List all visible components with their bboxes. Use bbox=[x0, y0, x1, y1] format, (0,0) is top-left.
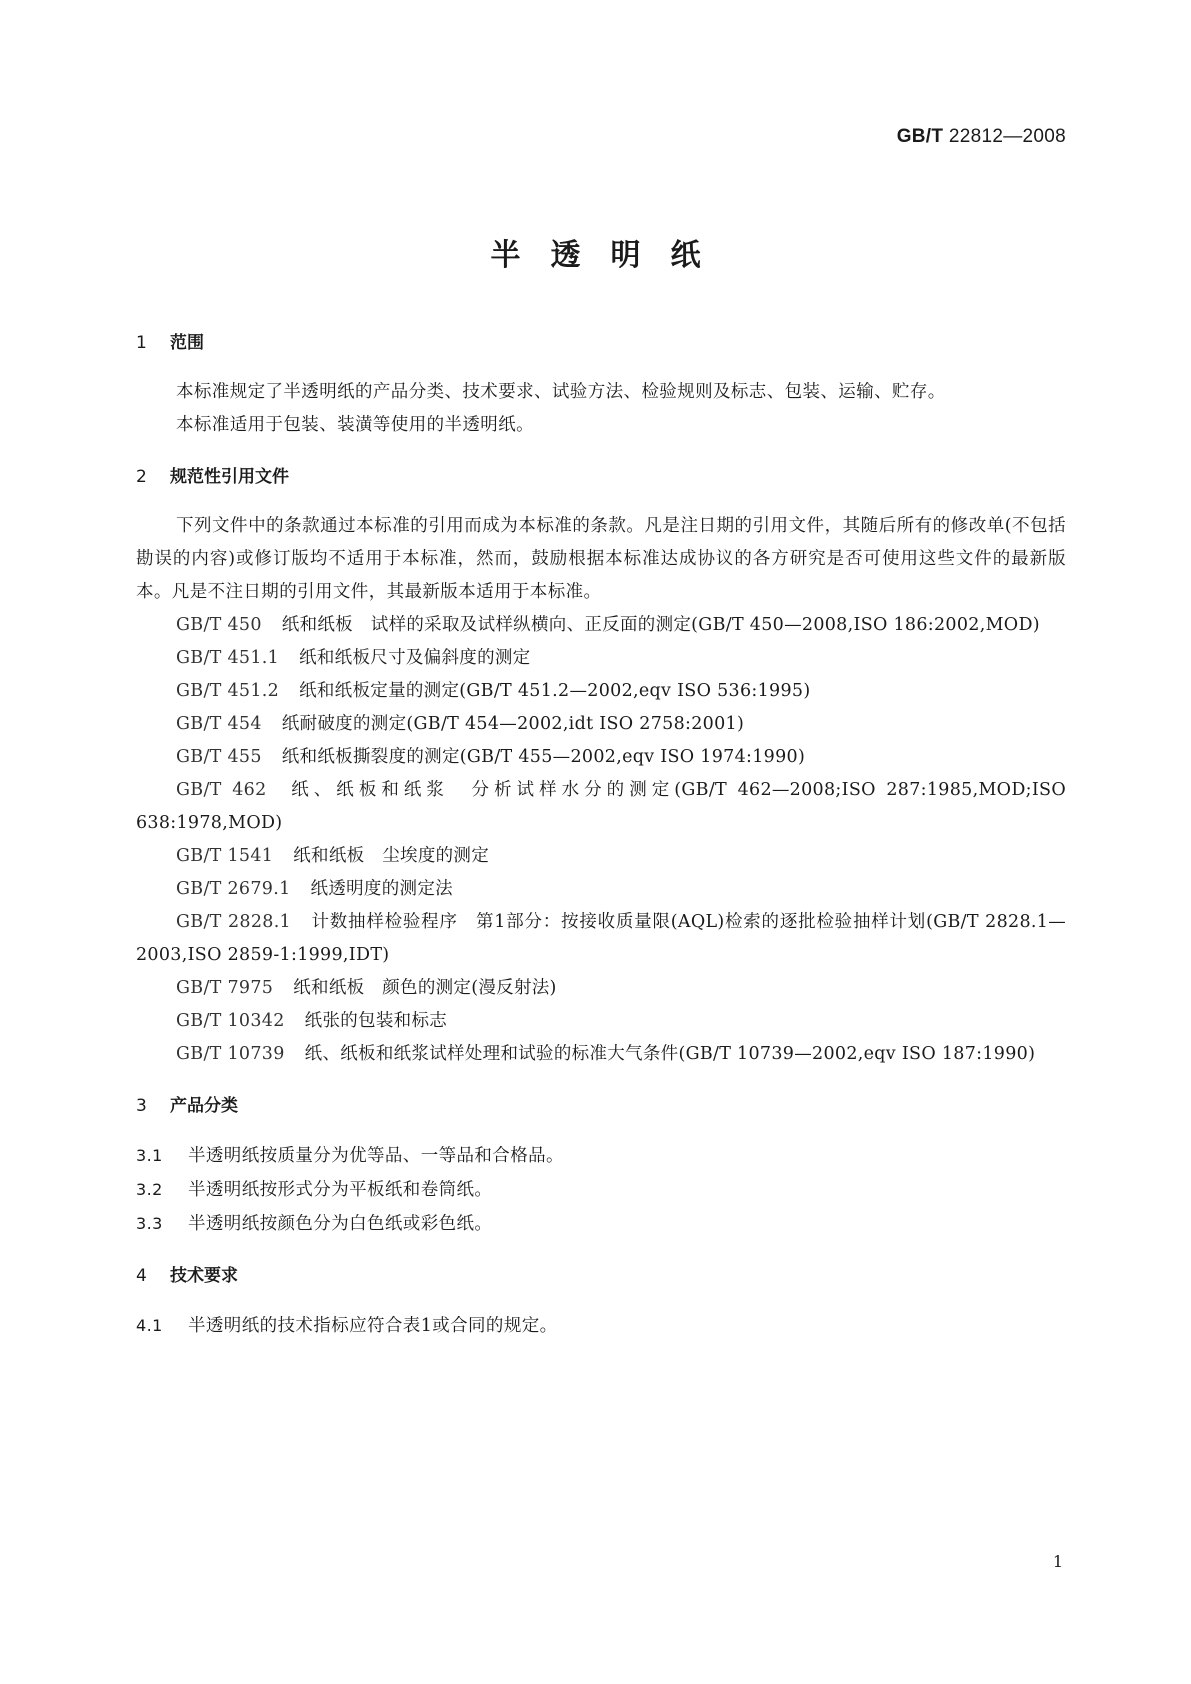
reference-item bbox=[136, 642, 1066, 675]
clause-number: 4.1 bbox=[136, 1316, 163, 1335]
page-number: 1 bbox=[1052, 1552, 1063, 1571]
clause bbox=[136, 1207, 1066, 1241]
reference-item bbox=[136, 972, 1066, 1005]
clause bbox=[136, 1309, 1066, 1343]
section-heading-normative-references bbox=[136, 462, 1066, 492]
reference-text: 纸和纸板定量的测定(GB/T 451.2—2002,eqv ISO 536:1995) bbox=[299, 681, 811, 701]
reference-item bbox=[136, 675, 1066, 708]
document-title: 半透明纸 bbox=[490, 238, 731, 273]
clause bbox=[136, 1139, 1066, 1173]
standard-number bbox=[897, 126, 1066, 148]
reference-code: GB/T 10739 bbox=[176, 1044, 285, 1064]
clause-number: 3.3 bbox=[136, 1214, 163, 1233]
reference-code: GB/T 462 bbox=[176, 780, 267, 800]
section-title: 规范性引用文件 bbox=[170, 467, 289, 487]
standard-code: 22812—2008 bbox=[948, 126, 1066, 147]
reference-text: 纸和纸板撕裂度的测定(GB/T 455—2002,eqv ISO 1974:1990) bbox=[281, 747, 806, 767]
section-number: 1 bbox=[136, 333, 147, 353]
reference-code: GB/T 1541 bbox=[176, 846, 274, 866]
reference-text: 计数抽样检验程序 第1部分：按接收质量限(AQL)检索的逐批检验抽样计划(GB/T 2828.1—2003,ISO 2859-1:1999,IDT) bbox=[136, 912, 1067, 965]
reference-item bbox=[136, 1038, 1066, 1071]
section-heading-product-classification bbox=[136, 1091, 1066, 1121]
clause-text: 半透明纸按颜色分为白色纸或彩色纸。 bbox=[188, 1214, 493, 1234]
reference-code: GB/T 7975 bbox=[176, 978, 274, 998]
section-heading-scope bbox=[136, 328, 1066, 358]
section-title: 范围 bbox=[170, 333, 204, 353]
section-heading-technical-requirements bbox=[136, 1261, 1066, 1291]
section-number: 2 bbox=[136, 467, 147, 487]
standard-prefix: GB/T bbox=[896, 126, 944, 147]
reference-text: 纸和纸板 尘埃度的测定 bbox=[293, 846, 490, 866]
reference-code: GB/T 2679.1 bbox=[176, 879, 291, 899]
reference-item bbox=[136, 741, 1066, 774]
reference-text: 纸耐破度的测定(GB/T 454—2002,idt ISO 2758:2001) bbox=[281, 714, 745, 734]
reference-item bbox=[136, 840, 1066, 873]
clause bbox=[136, 1173, 1066, 1207]
clause-text: 半透明纸按形式分为平板纸和卷筒纸。 bbox=[188, 1180, 493, 1200]
reference-item bbox=[136, 774, 1066, 840]
clause-text: 半透明纸按质量分为优等品、一等品和合格品。 bbox=[188, 1146, 564, 1166]
reference-text: 纸和纸板尺寸及偏斜度的测定 bbox=[299, 648, 531, 668]
section-number: 3 bbox=[136, 1096, 147, 1116]
reference-item bbox=[136, 906, 1066, 972]
reference-code: GB/T 450 bbox=[176, 615, 262, 635]
reference-item bbox=[136, 708, 1066, 741]
paragraph: 本标准规定了半透明纸的产品分类、技术要求、试验方法、检验规则及标志、包装、运输、贮存。 bbox=[176, 382, 946, 402]
section-number: 4 bbox=[136, 1266, 147, 1286]
clause-number: 3.1 bbox=[136, 1146, 163, 1165]
section-title: 产品分类 bbox=[170, 1096, 238, 1116]
clause-text: 半透明纸的技术指标应符合表1或合同的规定。 bbox=[188, 1316, 558, 1336]
reference-item bbox=[136, 1005, 1066, 1038]
reference-code: GB/T 454 bbox=[176, 714, 262, 734]
clause-number: 3.2 bbox=[136, 1180, 163, 1199]
reference-text: 纸、纸板和纸浆试样处理和试验的标准大气条件(GB/T 10739—2002,eqv ISO 187:1990) bbox=[304, 1044, 1036, 1064]
reference-text: 纸和纸板 试样的采取及试样纵横向、正反面的测定(GB/T 450—2008,ISO 186:2002,MOD) bbox=[281, 615, 1040, 635]
reference-code: GB/T 451.2 bbox=[176, 681, 280, 701]
document-body bbox=[136, 328, 1066, 1343]
section-title: 技术要求 bbox=[170, 1266, 238, 1286]
reference-code: GB/T 2828.1 bbox=[176, 912, 291, 932]
reference-text: 纸张的包装和标志 bbox=[304, 1011, 448, 1031]
paragraph: 本标准适用于包装、装潢等使用的半透明纸。 bbox=[176, 415, 534, 435]
paragraph: 下列文件中的条款通过本标准的引用而成为本标准的条款。凡是注日期的引用文件，其随后所有的修改单(不包括勘误的内容)或修订版均不适用于本标准，然而，鼓励根据本标准达成协议的各方研究是否可使用这些文件的最新版本。凡是不注日期的引用文件，其最新版本适用于本标准。 bbox=[136, 516, 1066, 602]
reference-item bbox=[136, 609, 1066, 642]
reference-text: 纸、纸板和纸浆 分析试样水分的测定(GB/T 462—2008;ISO 287:1985,MOD;ISO 638:1978,MOD) bbox=[136, 780, 1066, 833]
reference-item bbox=[136, 873, 1066, 906]
reference-code: GB/T 455 bbox=[176, 747, 262, 767]
reference-code: GB/T 10342 bbox=[176, 1011, 285, 1031]
reference-text: 纸和纸板 颜色的测定(漫反射法) bbox=[293, 978, 557, 998]
reference-code: GB/T 451.1 bbox=[176, 648, 280, 668]
reference-text: 纸透明度的测定法 bbox=[310, 879, 453, 899]
